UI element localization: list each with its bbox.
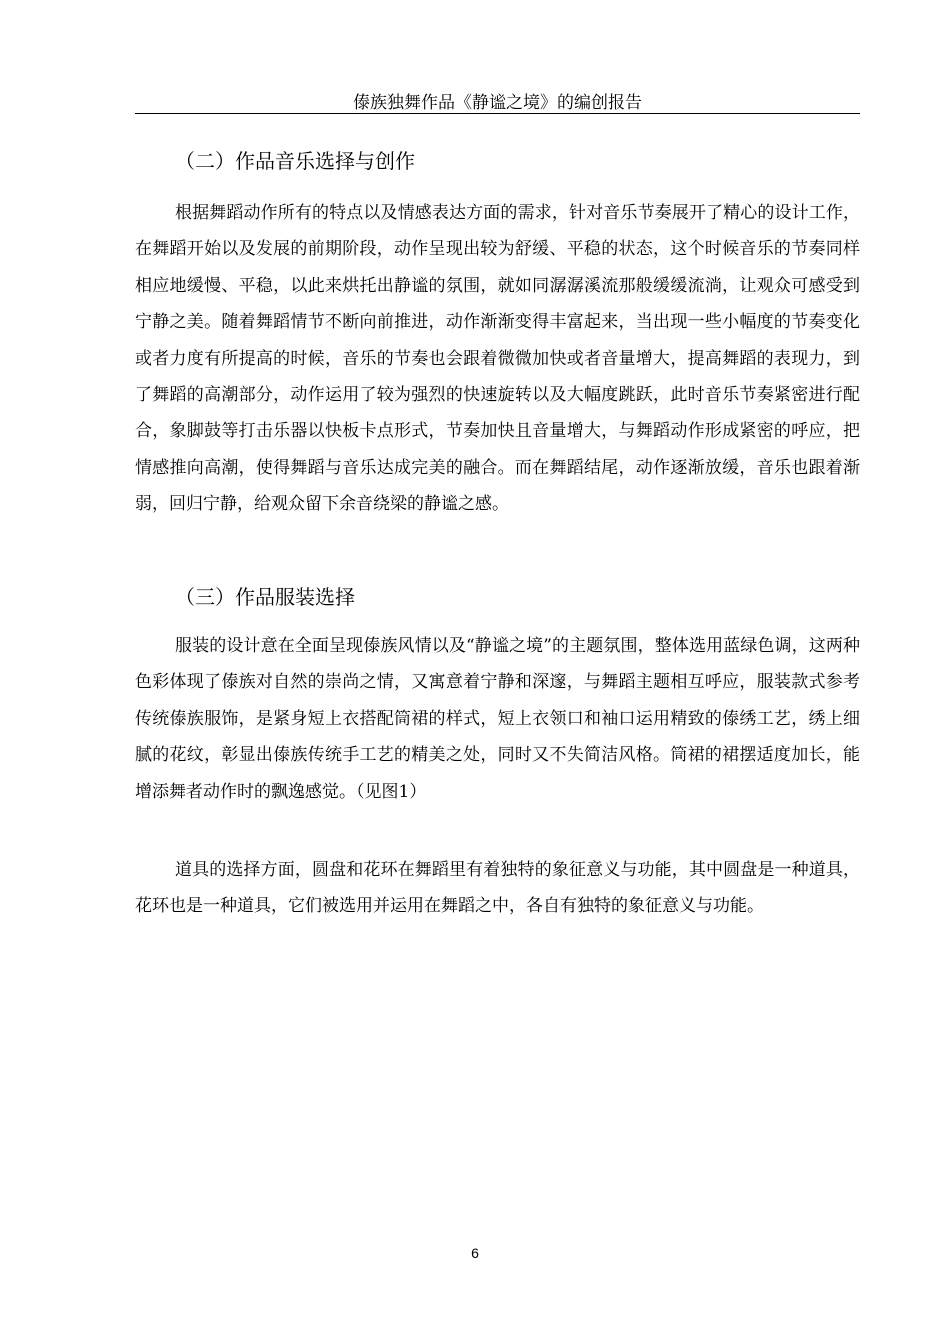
- paragraph-props: 道具的选择方面，圆盘和花环在舞蹈里有着独特的象征意义与功能，其中圆盘是一种道具，花环也是一种道具，它们被选用并运用在舞蹈之中，各自有独特的象征意义与功能。: [135, 860, 860, 917]
- header-divider: [135, 113, 860, 114]
- paragraph-music: 根据舞蹈动作所有的特点以及情感表达方面的需求，针对音乐节奏展开了精心的设计工作，在舞蹈开始以及发展的前期阶段，动作呈现出较为舒缓、平稳的状态，这个时候音乐的节奏同样相应地缓慢、平稳，以此来烘托出静谧的氛围，就如同潺潺溪流那般缓缓流淌，让观众可感受到宁静之美。随着舞蹈情节不断向前推进，动作渐渐变得丰富起来，当出现一些小幅度的节奏变化或者力度有所提高的时候，音乐的节奏也会跟着微微加快或者音量增大，提高舞蹈的表现力，到了舞蹈的高潮部分，动作运用了较为强烈的快速旋转以及大幅度跳跃，此时音乐节奏紧密进行配合，象脚鼓等打击乐器以快板卡点形式，节奏加快且音量增大，与舞蹈动作形成紧密的呼应，把情感推向高潮，使得舞蹈与音乐达成完美的融合。而在舞蹈结尾，动作逐渐放缓，音乐也跟着渐弱，回归宁静，给观众留下余音绕梁的静谧之感。: [135, 203, 860, 515]
- section-heading-costume: （三）作品服装选择: [175, 585, 355, 609]
- running-header: 傣族独舞作品《静谧之境》的编创报告: [353, 93, 642, 113]
- section-heading-music: （二）作品音乐选择与创作: [175, 149, 415, 173]
- paragraph-costume: 服装的设计意在全面呈现傣族风情以及“静谧之境”的主题氛围，整体选用蓝绿色调，这两种色彩体现了傣族对自然的崇尚之情，又寓意着宁静和深邃，与舞蹈主题相互呼应，服装款式参考传统傣族服饰，是紧身短上衣搭配筒裙的样式，短上衣领口和袖口运用精致的傣绣工艺，绣上细腻的花纹，彰显出傣族传统手工艺的精美之处，同时又不失简洁风格。筒裙的裙摆适度加长，能增添舞者动作时的飘逸感觉。（见图1）: [135, 636, 860, 802]
- page-number: 6: [471, 1245, 479, 1261]
